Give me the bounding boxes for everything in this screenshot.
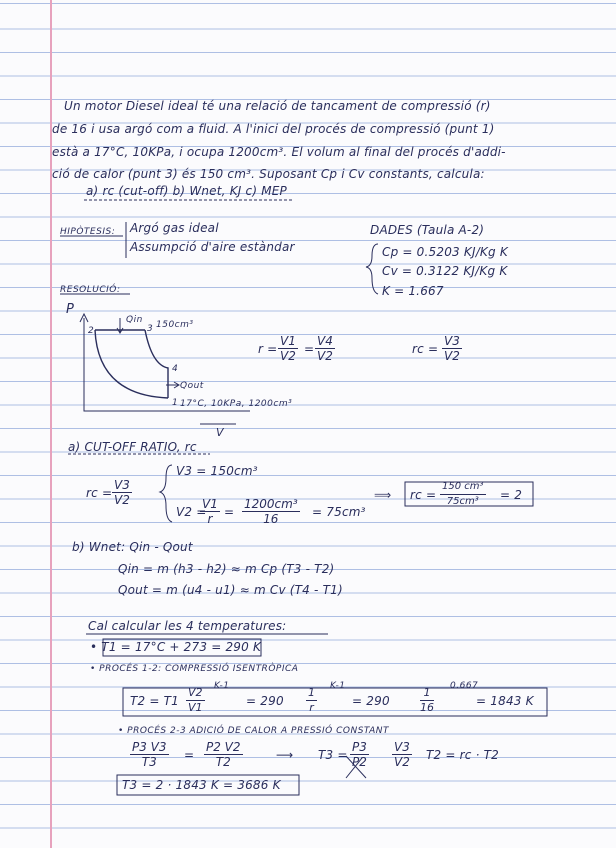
t3-final: T3 = 2 · 1843 K = 3686 K xyxy=(122,778,281,792)
part-a-v2-frac-2: $\frac{\text{1200cm³}}{16}$ xyxy=(244,497,298,526)
point-3-label: 3 xyxy=(147,324,154,334)
data-brace xyxy=(366,244,378,294)
r-frac-1: $\frac{V1}{V2}$ xyxy=(280,334,296,363)
part-a-v2-lhs: V2 = xyxy=(176,505,207,519)
part-b-qin: Qin = m (h3 - h2) ≈ m Cp (T3 - T2) xyxy=(118,562,335,576)
problem-line-2: de 16 i usa argó com a fluid. A l'inici del procés de compressió (punt 1) xyxy=(52,122,495,136)
rc-frac: $\frac{V3}{V2}$ xyxy=(444,334,460,363)
problem-line-3: està a 17°C, 10KPa, i ocupa 1200cm³. El volum al final del procés d'addi- xyxy=(52,145,506,159)
t1-value: T1 = 17°C + 273 = 290 K xyxy=(101,640,262,654)
part-a-result-frac: $\frac{\text{150 cm³}}{\text{75cm³}}$ xyxy=(442,481,484,507)
ig-frac-1: $\frac{P3 V3}{T3}$ xyxy=(132,740,167,769)
ig-frac-2: $\frac{P2 V2}{T2}$ xyxy=(206,740,241,769)
part-b-heading: b) Wnet: Qin - Qout xyxy=(72,540,193,554)
qout-label: Qout xyxy=(180,381,204,391)
problem-line-1: Un motor Diesel ideal té una relació de tancament de compressió (r) xyxy=(64,99,491,113)
data-cp: Cp = 0.5203 KJ/Kg K xyxy=(382,245,508,259)
point-2-label: 2 xyxy=(88,326,95,336)
v-axis-label: V xyxy=(216,426,224,439)
data-table-title: DADES (Taula A-2) xyxy=(370,223,485,237)
part-a-result-value: = 2 xyxy=(500,488,523,502)
part-a-heading: a) CUT-OFF RATIO, rc xyxy=(68,440,197,454)
t2-eq-2: = 290 xyxy=(352,694,390,708)
p-axis-label: P xyxy=(66,302,75,317)
hypothesis-1: Argó gas ideal xyxy=(130,221,219,235)
point-1-label: 1 xyxy=(172,398,179,408)
cycle-1-2 xyxy=(95,330,168,398)
ig-eq: = xyxy=(184,748,195,762)
point-4-label: 4 xyxy=(172,364,179,374)
state-1-label: 17°C, 10KPa, 1200cm³ xyxy=(180,399,293,409)
r-lhs: r = xyxy=(258,342,278,356)
qin-label: Qin xyxy=(126,315,143,325)
v3-label: 150cm³ xyxy=(156,320,194,330)
part-a-v3: V3 = 150cm³ xyxy=(176,464,258,478)
data-cv: Cv = 0.3122 KJ/Kg K xyxy=(382,264,508,278)
part-a-v2-result: = 75cm³ xyxy=(312,505,366,519)
problem-line-4: ció de calor (punt 3) és 150 cm³. Suposant Cp i Cv constants, calcula: xyxy=(52,167,485,181)
part-b-qout: Qout = m (u4 - u1) ≈ m Cv (T4 - T1) xyxy=(118,583,343,597)
part-a-arrow: ⟹ xyxy=(374,488,392,502)
resolucio-label: RESOLUCIÓ: xyxy=(60,285,121,295)
rc-lhs: rc = xyxy=(412,342,439,356)
part-a-brace xyxy=(160,465,172,522)
problem-line-5: a) rc (cut-off) b) Wnet, KJ c) MEP xyxy=(86,184,287,198)
proc-23-label: • PROCÉS 2-3 ADICIÓ DE CALOR A PRESSIÓ CONSTANT xyxy=(118,726,389,736)
t2-exp-3: 0.667 xyxy=(450,681,479,691)
t2-result: = 1843 K xyxy=(476,694,534,708)
t2-eq-1: = 290 xyxy=(246,694,284,708)
t3-frac-2: $\frac{V3}{V2}$ xyxy=(394,740,410,769)
r-frac-2: $\frac{V4}{V2}$ xyxy=(317,334,333,363)
t2-exp-2: K-1 xyxy=(330,681,346,691)
cycle-3-4 xyxy=(145,330,168,398)
t2-frac-2: $\frac{1}{r}$ xyxy=(308,686,315,714)
hypotheses-label: HIPÒTESIS: xyxy=(60,227,116,237)
temps-heading: Cal calcular les 4 temperatures: xyxy=(88,619,287,633)
ig-arrow: ⟶ xyxy=(276,748,294,762)
part-a-rc-frac: $\frac{V3}{V2}$ xyxy=(114,478,130,507)
t3-lhs: T3 = xyxy=(318,748,348,762)
t2-frac-1: $\frac{V2}{V1}$ xyxy=(188,686,203,714)
r-eq: = xyxy=(304,342,315,356)
part-a-rc-lhs: rc = xyxy=(86,486,113,500)
hypothesis-2: Assumpció d'aire estàndar xyxy=(130,240,295,254)
t2-frac-3: $\frac{1}{16}$ xyxy=(420,686,434,714)
t2-lhs: T2 = T1 xyxy=(130,694,180,708)
part-a-v2-frac-1: $\frac{V1}{r}$ xyxy=(202,497,218,526)
proc-12-label: • PROCÉS 1-2: COMPRESSIÓ ISENTRÒPICA xyxy=(90,664,299,674)
t2-exp-1: K-1 xyxy=(214,681,230,691)
t3-frac-1: $\frac{P3}{P2}$ xyxy=(352,740,367,769)
t3-rhs: T2 = rc · T2 xyxy=(426,748,499,762)
part-a-result-lhs: rc = xyxy=(410,488,437,502)
part-a-v2-eq: = xyxy=(224,505,235,519)
t1-line: • T1 = 17°C + 273 = 290 K xyxy=(90,640,262,654)
data-k: K = 1.667 xyxy=(382,284,444,298)
